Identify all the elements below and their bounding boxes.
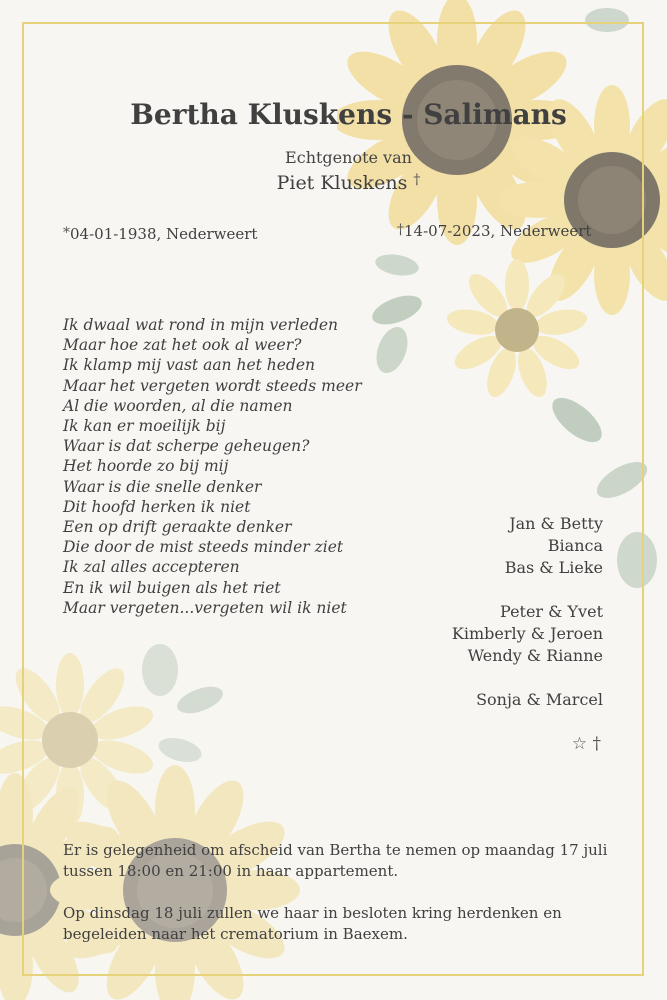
poem-line: Maar hoe zat het ook al weer?: [63, 336, 302, 355]
poem-line: Dit hoofd herken ik niet: [63, 497, 251, 516]
poem-line: Al die woorden, al die namen: [63, 396, 293, 415]
spouse-name: Piet Kluskens: [276, 172, 408, 194]
cross-icon: †: [413, 172, 421, 188]
family-member: Peter & Yvet: [500, 602, 603, 621]
poem-line: Het hoorde zo bij mij: [63, 457, 229, 476]
star-cross-icon: ☆ †: [571, 734, 601, 754]
poem-line: En ik wil buigen als het riet: [63, 578, 281, 597]
family-member: Wendy & Rianne: [467, 646, 603, 665]
poem-line: Maar vergeten...vergeten wil ik niet: [63, 598, 347, 617]
family-member: Bianca: [547, 536, 603, 555]
family-member: Kimberly & Jeroen: [451, 624, 603, 643]
family-group: [452, 601, 603, 667]
poem-line: Een op drift geraakte denker: [63, 518, 292, 537]
birth-date: 04-01-1938, Nederweert: [70, 225, 258, 243]
cross-death-icon: †: [397, 222, 404, 238]
birth-date-line: [63, 225, 257, 243]
poem-line: Ik kan er moeilijk bij: [63, 417, 226, 436]
family-member: Sonja & Marcel: [476, 690, 603, 709]
family-member: Bas & Lieke: [504, 558, 603, 577]
poem-line: Waar is die snelle denker: [63, 477, 262, 496]
spouse-label: Echtgenote van: [285, 148, 412, 167]
death-date: 14-07-2023, Nederweert: [404, 222, 592, 240]
poem: [63, 315, 403, 618]
poem-line: Die door de mist steeds minder ziet: [63, 538, 344, 557]
notice-paragraph: Op dinsdag 18 juli zullen we haar in besloten kring herdenken en begeleiden naar het crematorium in Baexem.: [63, 904, 562, 943]
death-date-line: [397, 222, 591, 240]
star-birth-icon: *: [63, 225, 70, 241]
poem-line: Ik klamp mij vast aan het heden: [63, 356, 316, 375]
poem-line: Ik zal alles accepteren: [63, 558, 240, 577]
spouse-name-line: [0, 172, 667, 194]
notice-paragraph: Er is gelegenheid om afscheid van Bertha te nemen op maandag 17 juli tussen 18:00 en 21:00 in haar appartement.: [63, 841, 608, 880]
poem-line: Maar het vergeten wordt steeds meer: [63, 376, 362, 395]
deceased-name: Bertha Kluskens - Salimans: [130, 98, 567, 131]
farewell-notice: [63, 840, 623, 966]
poem-line: Waar is dat scherpe geheugen?: [63, 437, 310, 456]
family-member: Jan & Betty: [509, 514, 603, 533]
family-group: [452, 689, 603, 711]
family-group: [452, 513, 603, 579]
family-list: [452, 513, 603, 733]
poem-line: Ik dwaal wat rond in mijn verleden: [63, 316, 339, 334]
